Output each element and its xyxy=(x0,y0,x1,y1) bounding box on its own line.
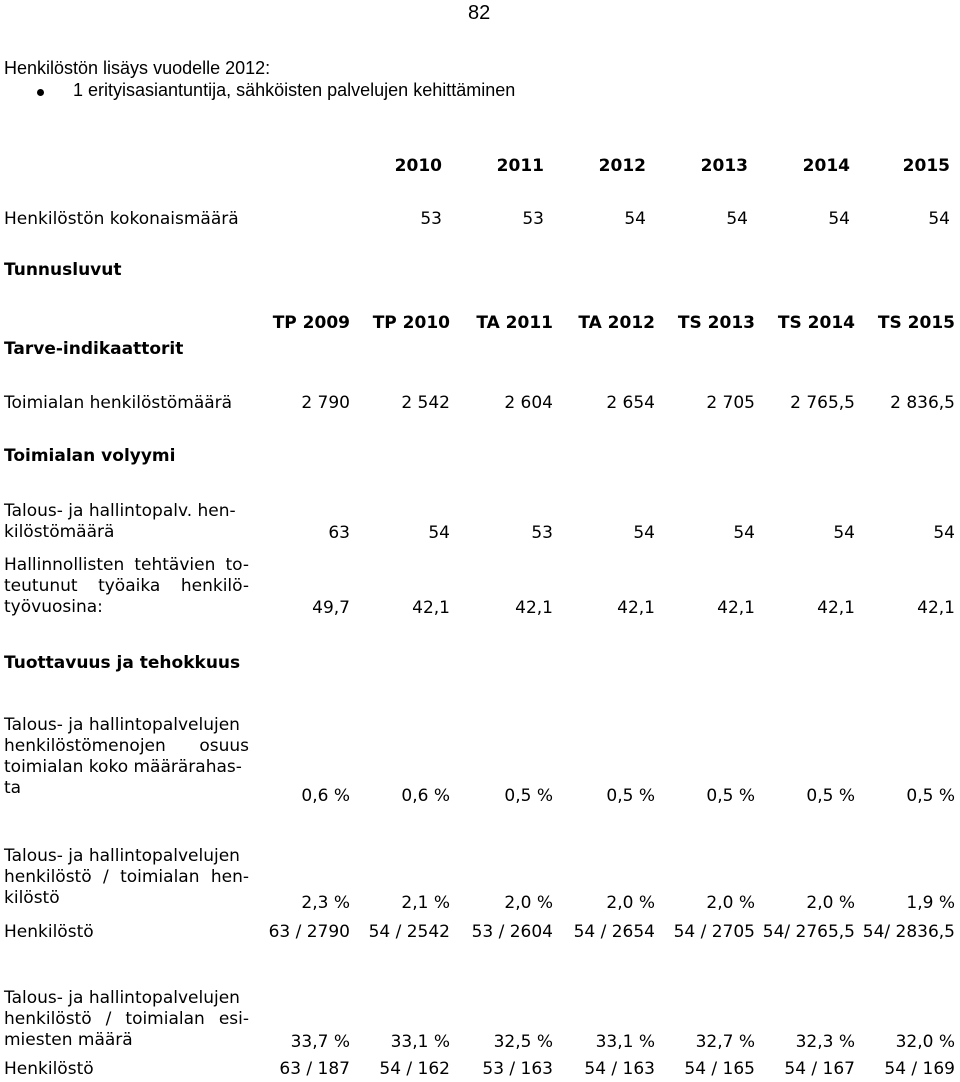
label-line: Talous- ja hallintopalv. hen- xyxy=(4,501,236,521)
column-header: TP 2009 xyxy=(272,313,350,333)
year-header: 2015 xyxy=(902,156,950,176)
table-cell: 54 / 165 xyxy=(684,1059,755,1079)
table-cell: 49,7 xyxy=(312,598,350,618)
table-cell: 2 542 xyxy=(401,393,450,413)
table-cell: 54 / 163 xyxy=(584,1059,655,1079)
year-header: 2011 xyxy=(496,156,544,176)
table-cell: 0,5 % xyxy=(606,786,655,806)
year-header: 2014 xyxy=(802,156,850,176)
year-header: 2010 xyxy=(394,156,442,176)
table-cell: 32,5 % xyxy=(493,1032,553,1052)
table-cell: 54 xyxy=(928,209,950,229)
table-cell: 33,1 % xyxy=(595,1032,655,1052)
table-cell: 0,5 % xyxy=(504,786,553,806)
column-header: TS 2015 xyxy=(877,313,955,333)
table-cell: 2,1 % xyxy=(401,893,450,913)
row-label xyxy=(4,988,249,1051)
table-cell: 54 / 169 xyxy=(884,1059,955,1079)
table-cell: 42,1 xyxy=(917,598,955,618)
table-cell: 2 654 xyxy=(606,393,655,413)
table-cell: 53 xyxy=(522,209,544,229)
table-cell: 54 / 167 xyxy=(784,1059,855,1079)
section-heading-tuottavuus: Tuottavuus ja tehokkuus xyxy=(4,653,241,673)
label-line: miesten määrä xyxy=(4,1030,133,1050)
table-cell: 54 / 2654 xyxy=(573,922,655,942)
table-cell: 2 765,5 xyxy=(790,393,855,413)
table-cell: 2,3 % xyxy=(301,893,350,913)
label-line: kilöstö xyxy=(4,888,60,908)
table-cell: 0,5 % xyxy=(706,786,755,806)
table-cell: 53 xyxy=(531,523,553,543)
label-line: henkilöstö / toimialan hen- xyxy=(4,867,249,887)
year-header: 2012 xyxy=(598,156,646,176)
sub-row-label: Henkilöstö xyxy=(4,922,94,942)
column-header: TA 2011 xyxy=(476,313,553,333)
table-cell: 54 xyxy=(428,523,450,543)
table-cell: 2 705 xyxy=(706,393,755,413)
column-header: TA 2012 xyxy=(578,313,655,333)
table-cell: 0,5 % xyxy=(806,786,855,806)
table-cell: 2,0 % xyxy=(606,893,655,913)
label-line: Hallinnollisten tehtävien to- xyxy=(4,555,249,575)
table-cell: 54 / 2705 xyxy=(673,922,755,942)
table-cell: 54 xyxy=(726,209,748,229)
bullet-icon xyxy=(37,89,44,96)
label-line: Talous- ja hallintopalvelujen xyxy=(4,988,240,1008)
table-cell: 2 604 xyxy=(504,393,553,413)
intro-bullet-item: 1 erityisasiantuntija, sähköisten palvelujen kehittäminen xyxy=(73,80,516,100)
label-line: Talous- ja hallintopalvelujen xyxy=(4,715,240,735)
table-cell: 54 / 2542 xyxy=(368,922,450,942)
section-heading-volyymi: Toimialan volyymi xyxy=(4,446,176,466)
table-cell: 2 836,5 xyxy=(890,393,955,413)
table-cell: 53 / 163 xyxy=(482,1059,553,1079)
table-cell: 53 / 2604 xyxy=(471,922,553,942)
table-cell: 32,0 % xyxy=(895,1032,955,1052)
column-header: TS 2013 xyxy=(677,313,755,333)
label-line: kilöstömäärä xyxy=(4,522,115,542)
table-cell: 2,0 % xyxy=(806,893,855,913)
table-cell: 54 xyxy=(933,523,955,543)
table-cell: 54 xyxy=(624,209,646,229)
row-label xyxy=(4,715,249,799)
column-header: TS 2014 xyxy=(777,313,855,333)
year-header: 2013 xyxy=(700,156,748,176)
table-cell: 42,1 xyxy=(817,598,855,618)
table-cell: 63 xyxy=(328,523,350,543)
table-cell: 0,6 % xyxy=(301,786,350,806)
row-label xyxy=(4,501,249,543)
table-cell: 42,1 xyxy=(617,598,655,618)
table-cell: 32,3 % xyxy=(795,1032,855,1052)
table-cell: 1,9 % xyxy=(906,893,955,913)
table-cell: 33,1 % xyxy=(390,1032,450,1052)
table-cell: 63 / 187 xyxy=(279,1059,350,1079)
label-line: henkilöstö / toimialan esi- xyxy=(4,1009,249,1029)
label-line: ta xyxy=(4,778,22,798)
section-heading-tunnusluvut: Tunnusluvut xyxy=(4,260,122,280)
table-cell: 42,1 xyxy=(412,598,450,618)
table-cell: 0,5 % xyxy=(906,786,955,806)
row-label xyxy=(4,555,249,618)
table-cell: 42,1 xyxy=(717,598,755,618)
row-label xyxy=(4,846,249,909)
table-cell: 32,7 % xyxy=(695,1032,755,1052)
table-cell: 53 xyxy=(420,209,442,229)
label-line: henkilöstömenojen osuus xyxy=(4,736,249,756)
table-cell: 0,6 % xyxy=(401,786,450,806)
column-header: TP 2010 xyxy=(372,313,450,333)
table-cell: 2,0 % xyxy=(504,893,553,913)
table-cell: 2 790 xyxy=(301,393,350,413)
table-cell: 2,0 % xyxy=(706,893,755,913)
table-cell: 54/ 2836,5 xyxy=(862,922,955,942)
row-label: Toimialan henkilöstömäärä xyxy=(4,393,233,413)
table-cell: 63 / 2790 xyxy=(268,922,350,942)
table-cell: 54 / 162 xyxy=(379,1059,450,1079)
page-number: 82 xyxy=(468,2,491,24)
intro-heading: Henkilöstön lisäys vuodelle 2012: xyxy=(4,58,271,78)
table-cell: 33,7 % xyxy=(290,1032,350,1052)
label-line: työvuosina: xyxy=(4,597,103,617)
table-cell: 42,1 xyxy=(515,598,553,618)
table-cell: 54 xyxy=(633,523,655,543)
label-line: teutunut työaika henkilö- xyxy=(4,576,249,596)
sub-row-label: Henkilöstö xyxy=(4,1059,94,1079)
label-line: toimialan koko määrärahas- xyxy=(4,757,242,777)
table-cell: 54 xyxy=(828,209,850,229)
row-label: Henkilöstön kokonaismäärä xyxy=(4,209,239,229)
table-cell: 54 xyxy=(733,523,755,543)
indicator-label: Tarve-indikaattorit xyxy=(4,339,184,359)
label-line: Talous- ja hallintopalvelujen xyxy=(4,846,240,866)
table-cell: 54/ 2765,5 xyxy=(762,922,855,942)
table-cell: 54 xyxy=(833,523,855,543)
